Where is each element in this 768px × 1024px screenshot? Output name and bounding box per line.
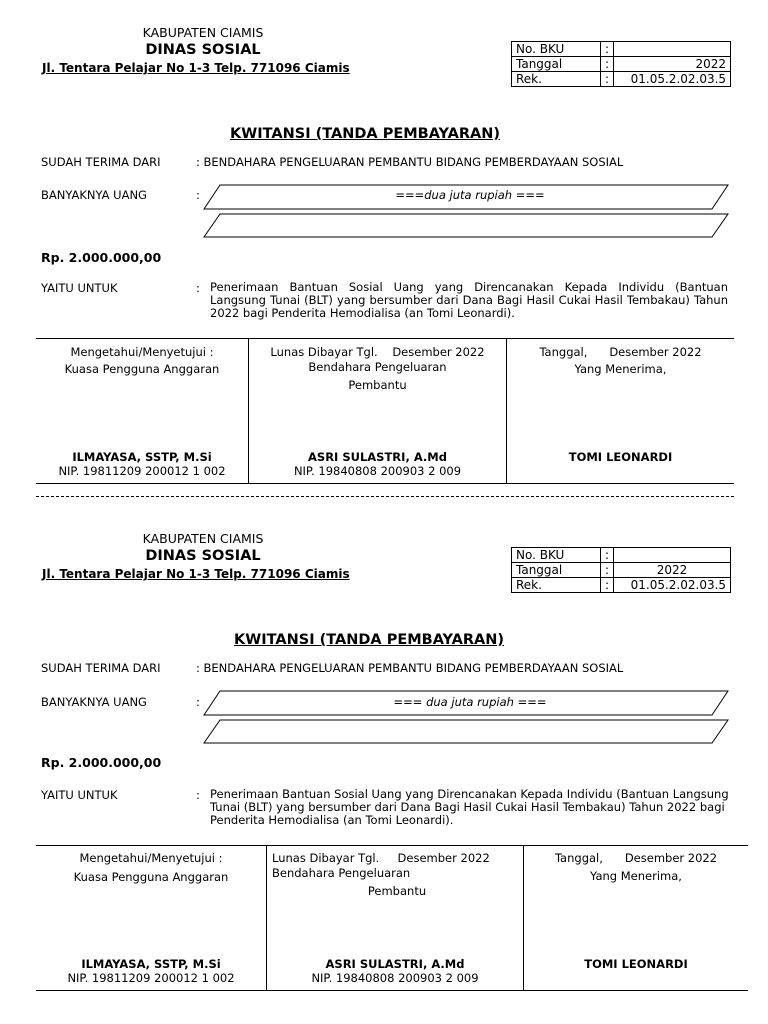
amount-label: BANYAKNYA UANG: [41, 188, 147, 202]
signature-bottom-border: [36, 483, 734, 484]
signature-line: Yang Menerima,: [574, 362, 667, 376]
signature-name: ASRI SULASTRI, A.Md: [325, 957, 465, 971]
bku-label: Tanggal: [512, 57, 601, 72]
cut-line: [36, 496, 734, 497]
bku-value: 01.05.2.02.03.5: [614, 578, 731, 593]
bku-sep: :: [601, 57, 614, 72]
receipt-2: [0, 506, 768, 1006]
signature-line: Mengetahui/Menyetujui :: [70, 345, 214, 359]
signature-line: Bendahara Pengeluaran: [308, 360, 447, 374]
bku-value: [614, 42, 731, 57]
purpose-label: YAITU UNTUK: [41, 281, 118, 295]
regency-name: KABUPATEN CIAMIS: [142, 531, 264, 546]
bku-row-number: [512, 42, 731, 57]
purpose-colon: :: [196, 788, 200, 802]
bku-row-account: [512, 72, 731, 87]
bku-label: Rek.: [512, 72, 601, 87]
amount-in-words: === dua juta rupiah ===: [393, 695, 547, 709]
signature-nip: NIP. 19811209 200012 1 002: [67, 971, 235, 985]
signature-nip: NIP. 19840808 200903 2 009: [293, 464, 462, 478]
received-from-value: : BENDAHARA PENGELUARAN PEMBANTU BIDANG PEMBERDAYAAN SOSIAL: [196, 155, 624, 169]
signature-name: ASRI SULASTRI, A.Md: [308, 450, 447, 464]
amount-colon: :: [196, 188, 200, 202]
amount-figure: Rp. 2.000.000,00: [41, 755, 162, 770]
purpose-text: Penerimaan Bantuan Sosial Uang yang Direncanakan Kepada Individu (Bantuan Langsung Tunai (BLT) yang bersumber dari Dana Bagi Hasil Cukai Hasil Tembakau) Tahun 2022 bagi Penderita Hemodialisa (an Tomi Leonardi).: [210, 280, 728, 320]
signature-line: Lunas Dibayar Tgl. Desember 2022: [272, 851, 490, 865]
received-from-value: : BENDAHARA PENGELUARAN PEMBANTU BIDANG PEMBERDAYAAN SOSIAL: [196, 661, 624, 675]
bku-sep: :: [601, 548, 614, 563]
bku-row-date: [512, 563, 731, 578]
bku-label: Tanggal: [512, 563, 601, 578]
received-from-label: SUDAH TERIMA DARI: [41, 155, 161, 169]
agency-name: DINAS SOSIAL: [145, 42, 261, 58]
bku-row-date: [512, 57, 731, 72]
amount-label: BANYAKNYA UANG: [41, 695, 147, 709]
purpose-colon: :: [196, 281, 200, 295]
signature-approver: [36, 345, 248, 377]
amount-figure: Rp. 2.000.000,00: [41, 250, 162, 265]
signature-name: ILMAYASA, SSTP, M.Si: [72, 450, 212, 464]
agency-address: Jl. Tentara Pelajar No 1-3 Telp. 771096 Ciamis: [42, 567, 350, 581]
signature-line: Lunas Dibayar Tgl. Desember 2022: [270, 345, 485, 359]
bku-sep: :: [601, 563, 614, 578]
bku-label: Rek.: [512, 578, 601, 593]
bku-value: 2022: [614, 563, 731, 578]
amount-colon: :: [196, 695, 200, 709]
signature-name: ILMAYASA, SSTP, M.Si: [81, 957, 221, 971]
signature-line: Tanggal, Desember 2022: [539, 345, 702, 359]
bku-label: No. BKU: [512, 548, 601, 563]
signature-line: Pembantu: [348, 378, 407, 392]
signature-recipient: [507, 345, 734, 377]
bku-sep: :: [601, 578, 614, 593]
received-from-label: SUDAH TERIMA DARI: [41, 661, 161, 675]
bku-table: [511, 547, 731, 593]
signature-top-border: [36, 338, 734, 339]
bku-label: No. BKU: [512, 42, 601, 57]
signature-approver: [36, 851, 266, 885]
receipt-title: KWITANSI (TANDA PEMBAYARAN): [230, 126, 501, 142]
signature-bottom-border: [36, 990, 748, 991]
signature-treasurer: [249, 345, 506, 393]
agency-address: Jl. Tentara Pelajar No 1-3 Telp. 771096 Ciamis: [42, 61, 350, 75]
bku-sep: :: [601, 72, 614, 87]
signature-line: Kuasa Pengguna Anggaran: [64, 362, 220, 376]
bku-table: [511, 41, 731, 87]
signature-line: Tanggal, Desember 2022: [554, 851, 718, 865]
amount-extra-frame: [204, 214, 728, 237]
amount-in-words: ===dua juta rupiah ===: [395, 188, 545, 202]
bku-value: [614, 548, 731, 563]
receipt-title: KWITANSI (TANDA PEMBAYARAN): [234, 632, 505, 648]
signature-treasurer: [272, 851, 522, 899]
signature-nip: NIP. 19840808 200903 2 009: [311, 971, 479, 985]
regency-name: KABUPATEN CIAMIS: [142, 25, 264, 40]
purpose-text: Penerimaan Bantuan Sosial Uang yang Direncanakan Kepada Individu (Bantuan Langsung Tunai (BLT) yang bersumber dari Dana Bagi Hasil Cukai Hasil Tembakau) Tahun 2022 bagi Penderita Hemodialisa (an Tomi Leonardi).: [210, 787, 729, 827]
bku-row-number: [512, 548, 731, 563]
signature-line: Yang Menerima,: [590, 869, 682, 883]
receipt-1: [0, 0, 768, 500]
purpose-label: YAITU UNTUK: [41, 788, 118, 802]
signature-name: TOMI LEONARDI: [584, 957, 688, 971]
signature-name: TOMI LEONARDI: [568, 450, 673, 464]
signature-line: Pembantu: [367, 884, 427, 898]
agency-name: DINAS SOSIAL: [145, 548, 261, 564]
signature-nip: NIP. 19811209 200012 1 002: [58, 464, 226, 478]
signature-line: Kuasa Pengguna Anggaran: [73, 870, 229, 884]
signature-line: Mengetahui/Menyetujui :: [79, 851, 223, 865]
bku-value: 01.05.2.02.03.5: [614, 72, 731, 87]
signature-line: Bendahara Pengeluaran: [272, 866, 411, 880]
signature-recipient: [524, 851, 748, 884]
signature-top-border: [36, 845, 748, 846]
bku-sep: :: [601, 42, 614, 57]
amount-extra-frame: [204, 720, 728, 743]
bku-value: 2022: [614, 57, 731, 72]
bku-row-account: [512, 578, 731, 593]
